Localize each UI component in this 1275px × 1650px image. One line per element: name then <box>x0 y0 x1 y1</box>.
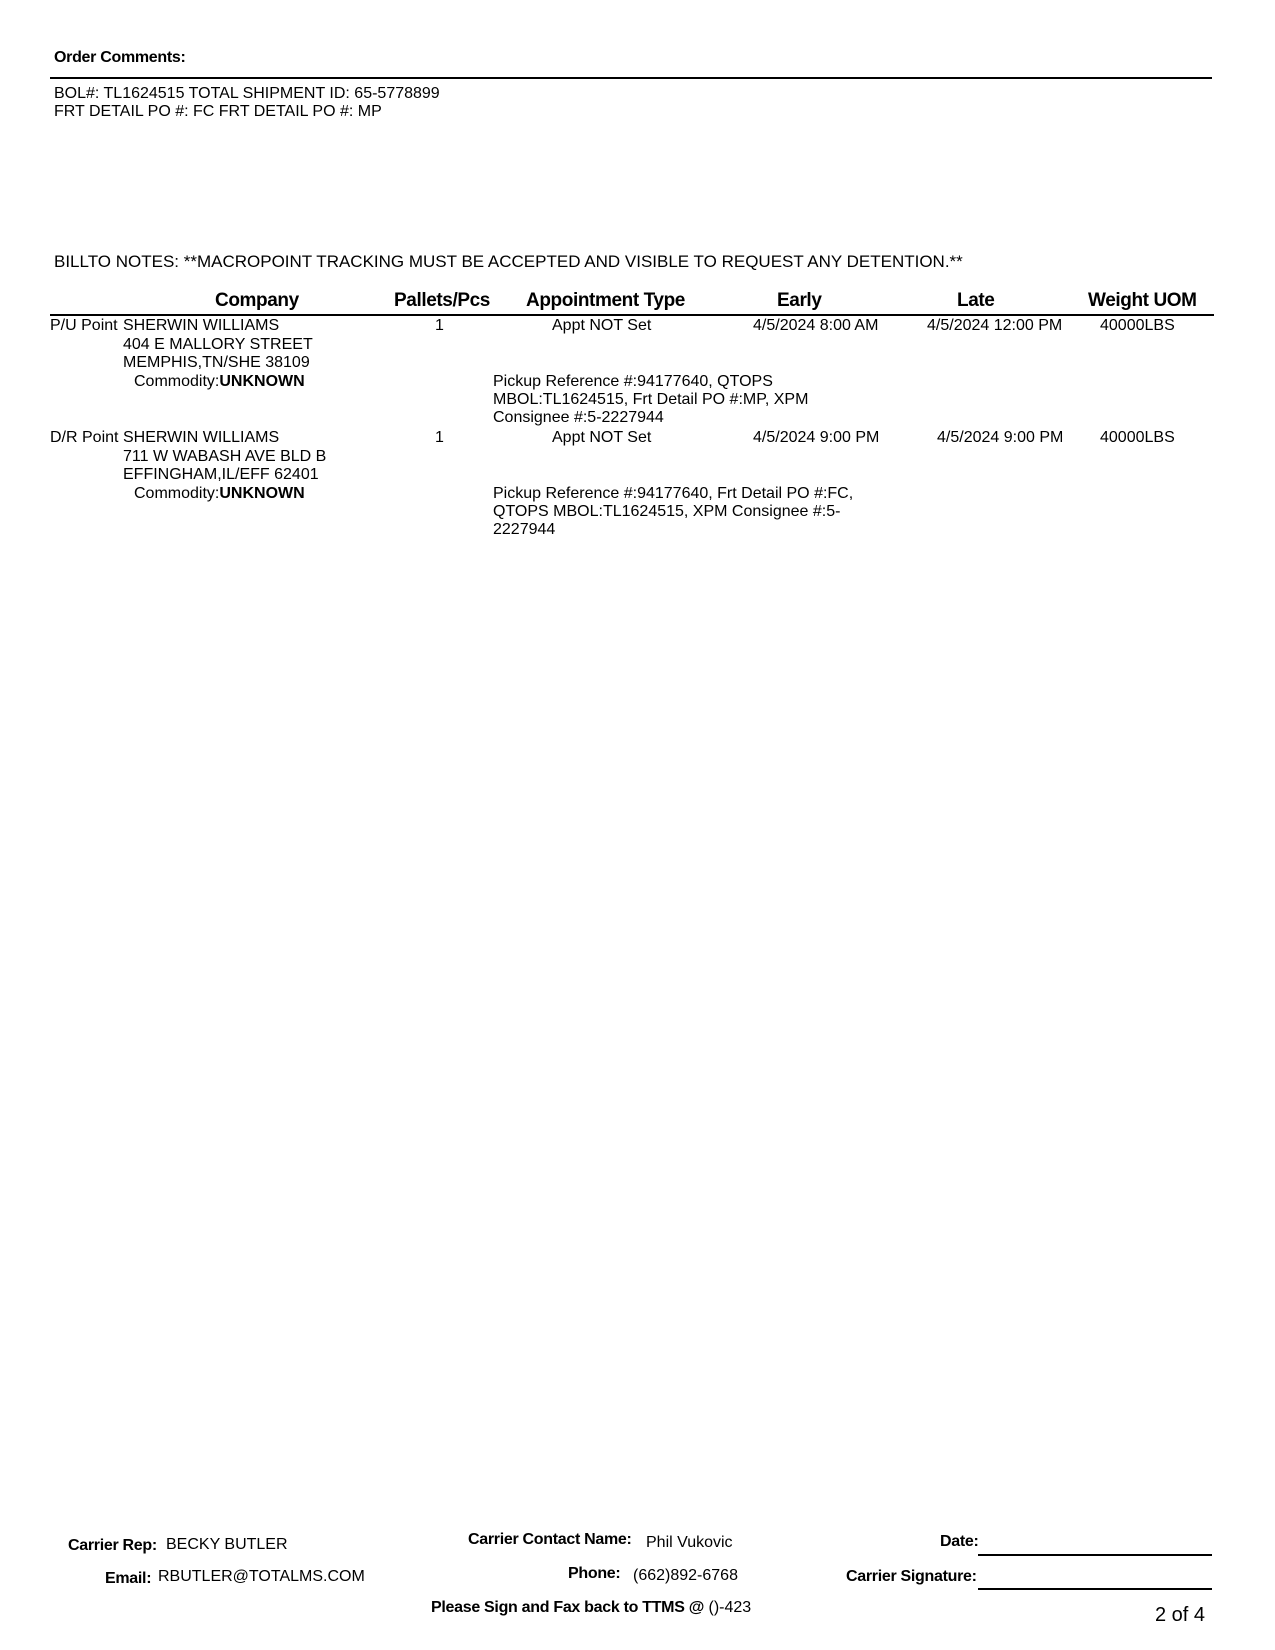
stop-company: SHERWIN WILLIAMS <box>123 317 280 334</box>
phone-value: (662)892-6768 <box>633 1567 738 1584</box>
stop-commodity <box>134 373 305 391</box>
column-header-appointment-type: Appointment Type <box>526 290 685 311</box>
stop-weight: 40000LBS <box>1100 429 1175 446</box>
order-comments-divider <box>50 77 1212 79</box>
column-header-weight-uom: Weight UOM <box>1088 290 1197 311</box>
carrier-signature-line <box>978 1588 1212 1590</box>
email-label: Email: <box>105 1570 152 1587</box>
order-comments-line-2: FRT DETAIL PO #: FC FRT DETAIL PO #: MP <box>54 103 382 120</box>
stop-early-time: 4/5/2024 8:00 AM <box>753 317 879 334</box>
commodity-label: Commodity: <box>134 373 220 390</box>
carrier-rep-value: BECKY BUTLER <box>166 1536 288 1553</box>
stop-pallets: 1 <box>435 429 444 446</box>
date-signature-line <box>978 1554 1212 1556</box>
commodity-value: UNKNOWN <box>219 485 305 502</box>
stop-point-type: D/R Point <box>50 429 119 446</box>
carrier-rep-label: Carrier Rep: <box>68 1537 157 1554</box>
stop-reference: Pickup Reference #:94177640, QTOPS MBOL:TL1624515, Frt Detail PO #:MP, XPM Consignee #:5-2227944 <box>493 373 809 426</box>
stop-address-line-1: 711 W WABASH AVE BLD B <box>123 448 327 465</box>
stop-address-line-1: 404 E MALLORY STREET <box>123 336 313 353</box>
stop-weight: 40000LBS <box>1100 317 1175 334</box>
stop-late-time: 4/5/2024 12:00 PM <box>927 317 1063 334</box>
column-header-early: Early <box>777 290 822 311</box>
stop-address-line-2: EFFINGHAM,IL/EFF 62401 <box>123 466 319 483</box>
commodity-value: UNKNOWN <box>219 373 305 390</box>
stop-pallets: 1 <box>435 317 444 334</box>
carrier-signature-label: Carrier Signature: <box>846 1568 977 1585</box>
stop-point-type: P/U Point <box>50 317 118 334</box>
phone-label: Phone: <box>568 1565 621 1582</box>
table-header-divider <box>50 314 1214 316</box>
order-comments-line-1: BOL#: TL1624515 TOTAL SHIPMENT ID: 65-5778899 <box>54 85 440 102</box>
fax-label: Please Sign and Fax back to TTMS @ <box>431 1599 705 1616</box>
order-comments-heading: Order Comments: <box>54 49 186 66</box>
stop-commodity <box>134 485 305 503</box>
commodity-label: Commodity: <box>134 485 220 502</box>
column-header-company: Company <box>215 290 299 311</box>
fax-number: ()-423 <box>708 1599 752 1616</box>
page-number: 2 of 4 <box>1155 1604 1206 1626</box>
date-label: Date: <box>940 1533 979 1550</box>
stop-company: SHERWIN WILLIAMS <box>123 429 280 446</box>
column-header-late: Late <box>957 290 995 311</box>
stop-appointment-type: Appt NOT Set <box>552 429 652 446</box>
contact-name-label: Carrier Contact Name: <box>468 1531 632 1548</box>
stop-early-time: 4/5/2024 9:00 PM <box>753 429 880 446</box>
email-value: RBUTLER@TOTALMS.COM <box>158 1568 365 1585</box>
billto-notes: BILLTO NOTES: **MACROPOINT TRACKING MUST BE ACCEPTED AND VISIBLE TO REQUEST ANY DETENTION.** <box>54 252 963 271</box>
stop-reference: Pickup Reference #:94177640, Frt Detail PO #:FC, QTOPS MBOL:TL1624515, XPM Consignee #:5-2227944 <box>493 485 854 538</box>
contact-name-value: Phil Vukovic <box>646 1534 733 1551</box>
stop-address-line-2: MEMPHIS,TN/SHE 38109 <box>123 354 310 371</box>
column-header-pallets: Pallets/Pcs <box>394 290 490 311</box>
stop-late-time: 4/5/2024 9:00 PM <box>937 429 1064 446</box>
stop-appointment-type: Appt NOT Set <box>552 317 652 334</box>
fax-instructions <box>431 1599 751 1617</box>
